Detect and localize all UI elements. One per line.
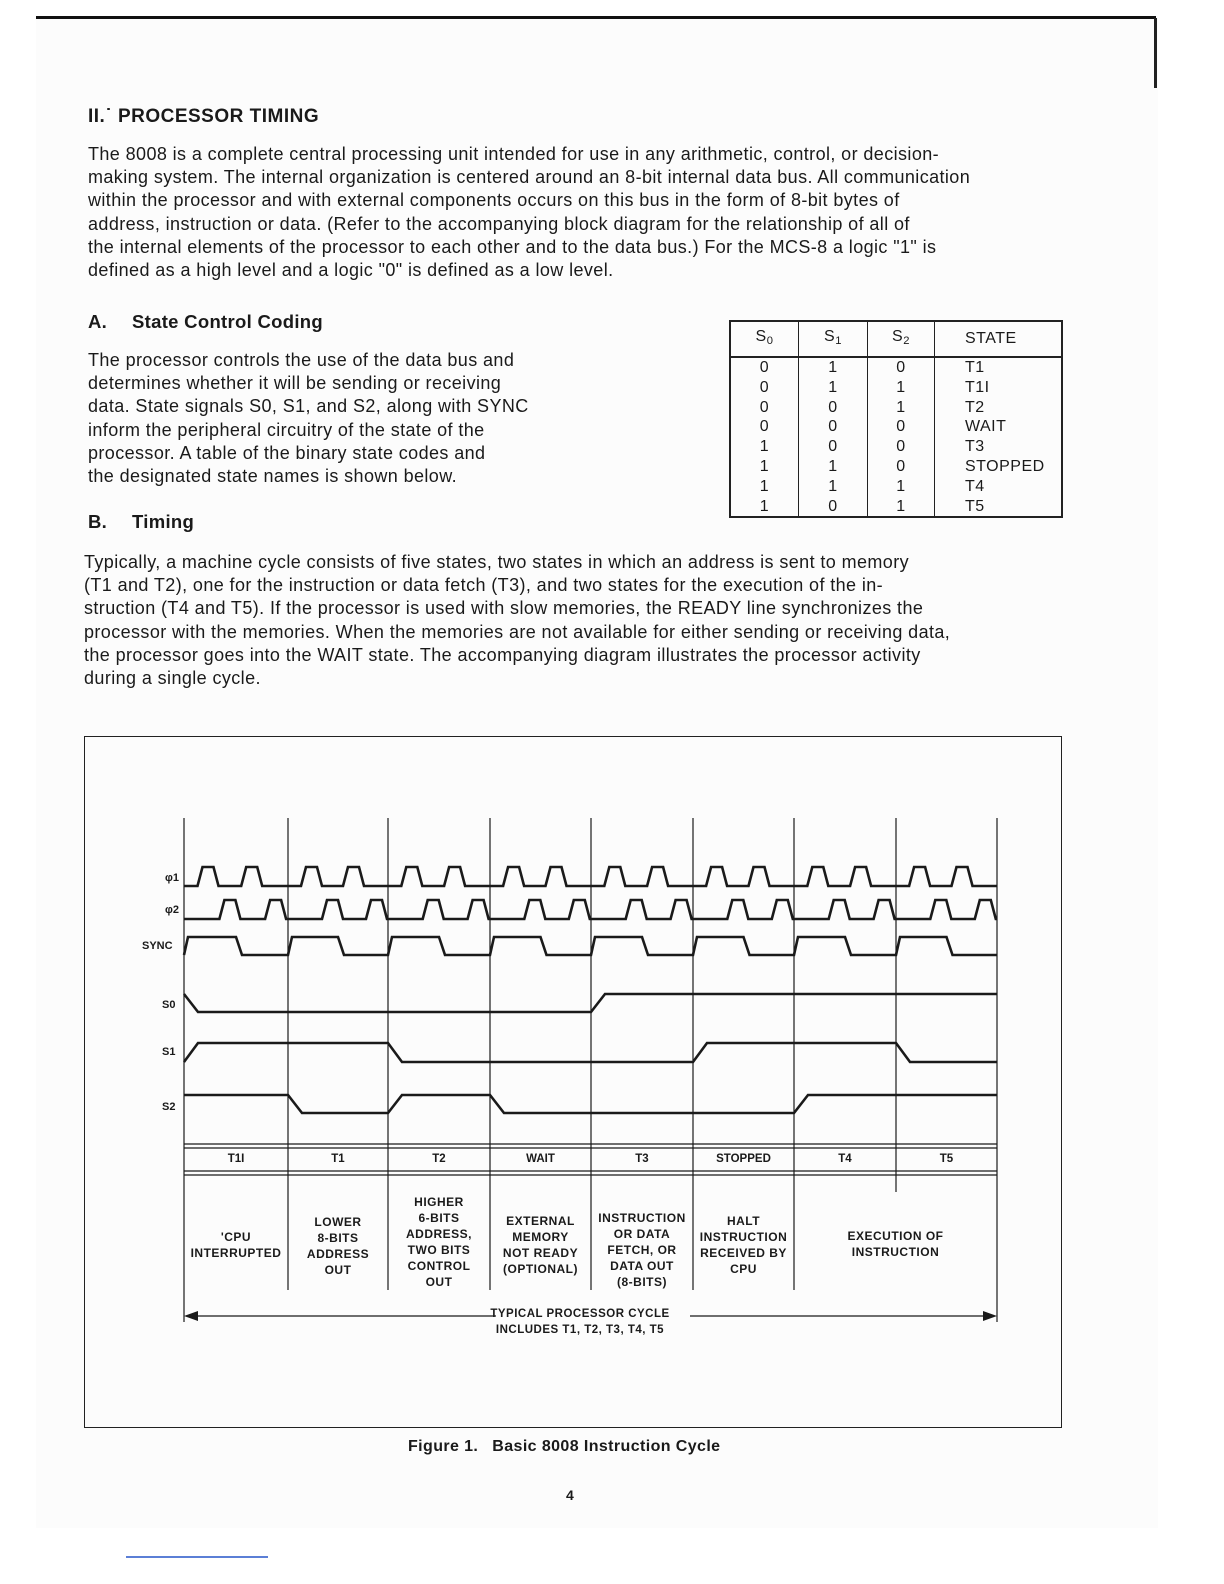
figure-title: Basic 8008 Instruction Cycle xyxy=(492,1438,721,1455)
timing-paragraph xyxy=(84,551,950,690)
bit-cell: 1 xyxy=(799,378,868,398)
state-cell-t1: T1 xyxy=(331,1153,345,1165)
table-header-row xyxy=(730,321,1062,357)
state-cell-t3: T3 xyxy=(635,1153,649,1165)
bit-cell: 0 xyxy=(799,497,868,518)
signal-label-s2: S2 xyxy=(162,1101,176,1113)
cycle-note: TYPICAL PROCESSOR CYCLE INCLUDES T1, T2, T3, T4, T5 xyxy=(490,1308,670,1336)
state-name-cell: STOPPED xyxy=(935,457,1063,477)
bit-cell: 0 xyxy=(730,378,799,398)
bit-cell: 0 xyxy=(868,457,935,477)
subsection-letter: A. xyxy=(88,311,108,332)
bit-cell: 0 xyxy=(868,437,935,457)
text-line: inform the peripheral circuitry of the state of the xyxy=(88,419,485,440)
section-heading: II.˙ PROCESSOR TIMING xyxy=(88,106,320,127)
bit-cell: 0 xyxy=(799,417,868,437)
state-cell-t2: T2 xyxy=(432,1153,446,1165)
text-line: The 8008 is a complete central processing unit intended for use in any arithmetic, control, or decision- xyxy=(88,144,940,164)
subsection-title: State Control Coding xyxy=(132,311,323,332)
state-code-table xyxy=(729,320,1063,518)
signal-label-phi2: φ2 xyxy=(165,904,179,916)
signal-label-s0: S0 xyxy=(162,999,176,1011)
state-name-cell: T2 xyxy=(935,398,1063,418)
bit-cell: 0 xyxy=(730,398,799,418)
subsection-a-heading xyxy=(88,311,323,333)
bit-cell: 1 xyxy=(868,477,935,497)
text-line: defined as a high level and a logic "0" is defined as a low level. xyxy=(88,260,614,281)
bit-cell: 1 xyxy=(799,357,868,378)
top-rule xyxy=(36,16,1156,19)
table-row xyxy=(730,398,1062,418)
text-line: The processor controls the use of the data bus and xyxy=(88,350,515,370)
intro-paragraph xyxy=(88,143,970,282)
description-t3: INSTRUCTION OR DATA FETCH, OR DATA OUT (8-BITS) xyxy=(598,1211,686,1289)
figure-caption xyxy=(408,1438,720,1456)
description-t4-t5: EXECUTION OF INSTRUCTION xyxy=(847,1229,944,1259)
text-line: processor with the memories. When the memories are not available for either sending or receiving data, xyxy=(84,621,951,642)
signal-label-phi1: φ1 xyxy=(165,872,179,884)
bit-cell: 0 xyxy=(868,417,935,437)
subsection-b-heading xyxy=(88,511,194,533)
bit-cell: 0 xyxy=(799,398,868,418)
table-row xyxy=(730,477,1062,497)
header-s1: $S_1$ xyxy=(799,321,868,357)
bit-cell: 0 xyxy=(730,357,799,378)
bit-cell: 1 xyxy=(799,457,868,477)
table-row xyxy=(730,457,1062,477)
signal-label-s1: S1 xyxy=(162,1046,176,1058)
text-line: the internal elements of the processor to each other and to the data bus.) For the MCS-8 a logic "1" is xyxy=(88,236,937,257)
state-name-cell: WAIT xyxy=(935,417,1063,437)
subsection-letter: B. xyxy=(88,511,108,532)
bit-cell: 1 xyxy=(868,378,935,398)
header-s0: $S_0$ xyxy=(730,321,799,357)
bit-cell: 1 xyxy=(730,437,799,457)
bit-cell: 1 xyxy=(730,457,799,477)
description-t1: LOWER 8-BITS ADDRESS OUT xyxy=(306,1215,370,1277)
text-line: the designated state names is shown below. xyxy=(88,466,458,487)
page-number: 4 xyxy=(566,1487,574,1503)
description-t1i: 'CPU INTERRUPTED xyxy=(190,1230,282,1260)
state-name-cell: T1I xyxy=(935,378,1063,398)
text-line: during a single cycle. xyxy=(84,668,261,689)
header-state: STATE xyxy=(935,321,1063,357)
state-table-body xyxy=(730,357,1062,517)
state-cell-t1i: T1I xyxy=(227,1153,245,1165)
text-line: Typically, a machine cycle consists of five states, two states in which an address is sent to memory xyxy=(84,552,909,572)
table-row xyxy=(730,497,1062,518)
description-wait: EXTERNAL MEMORY NOT READY (OPTIONAL) xyxy=(502,1214,579,1276)
state-name-cell: T5 xyxy=(935,497,1063,518)
text-line: within the processor and with external components occurs on this bus in the form of 8-bit bytes of xyxy=(88,190,900,211)
text-line: address, instruction or data. (Refer to the accompanying block diagram for the relationship of all of xyxy=(88,213,910,234)
description-stopped: HALT INSTRUCTION RECEIVED BY CPU xyxy=(699,1214,788,1276)
bit-cell: 0 xyxy=(799,437,868,457)
text-line: processor. A table of the binary state codes and xyxy=(88,442,486,463)
state-name-cell: T4 xyxy=(935,477,1063,497)
state-cell-stopped: STOPPED xyxy=(716,1153,771,1165)
table-row xyxy=(730,378,1062,398)
signal-label-sync: SYNC xyxy=(142,940,173,952)
bottom-link-mark xyxy=(126,1556,268,1558)
text-line: determines whether it will be sending or receiving xyxy=(88,373,502,394)
state-name-cell: T1 xyxy=(935,357,1063,378)
text-line: data. State signals S0, S1, and S2, along with SYNC xyxy=(88,396,529,417)
table-row xyxy=(730,357,1062,378)
bit-cell: 1 xyxy=(868,497,935,518)
header-s2: $S_2$ xyxy=(868,321,935,357)
bit-cell: 0 xyxy=(868,357,935,378)
text-line: struction (T4 and T5). If the processor is used with slow memories, the READY line synchronizes the xyxy=(84,598,924,619)
text-line: making system. The internal organization is centered around an 8-bit internal data bus. All communication xyxy=(88,167,971,188)
text-line: the processor goes into the WAIT state. The accompanying diagram illustrates the processor activity xyxy=(84,644,921,665)
bit-cell: 1 xyxy=(730,477,799,497)
state-cell-wait: WAIT xyxy=(526,1153,555,1165)
bit-cell: 1 xyxy=(799,477,868,497)
bit-cell: 1 xyxy=(868,398,935,418)
text-line: (T1 and T2), one for the instruction or data fetch (T3), and two states for the execution of the in- xyxy=(84,575,884,596)
table-row xyxy=(730,437,1062,457)
subsection-title: Timing xyxy=(132,511,195,532)
state-cell-t4: T4 xyxy=(838,1153,852,1165)
state-coding-paragraph xyxy=(88,349,529,488)
state-name-cell: T3 xyxy=(935,437,1063,457)
table-row xyxy=(730,417,1062,437)
description-t2: HIGHER 6-BITS ADDRESS, TWO BITS CONTROL OUT xyxy=(405,1195,472,1289)
bit-cell: 1 xyxy=(730,497,799,518)
state-cell-t5: T5 xyxy=(939,1153,954,1165)
figure-number: Figure 1. xyxy=(408,1438,479,1455)
page-edge-shadow xyxy=(1154,18,1157,88)
bit-cell: 0 xyxy=(730,417,799,437)
